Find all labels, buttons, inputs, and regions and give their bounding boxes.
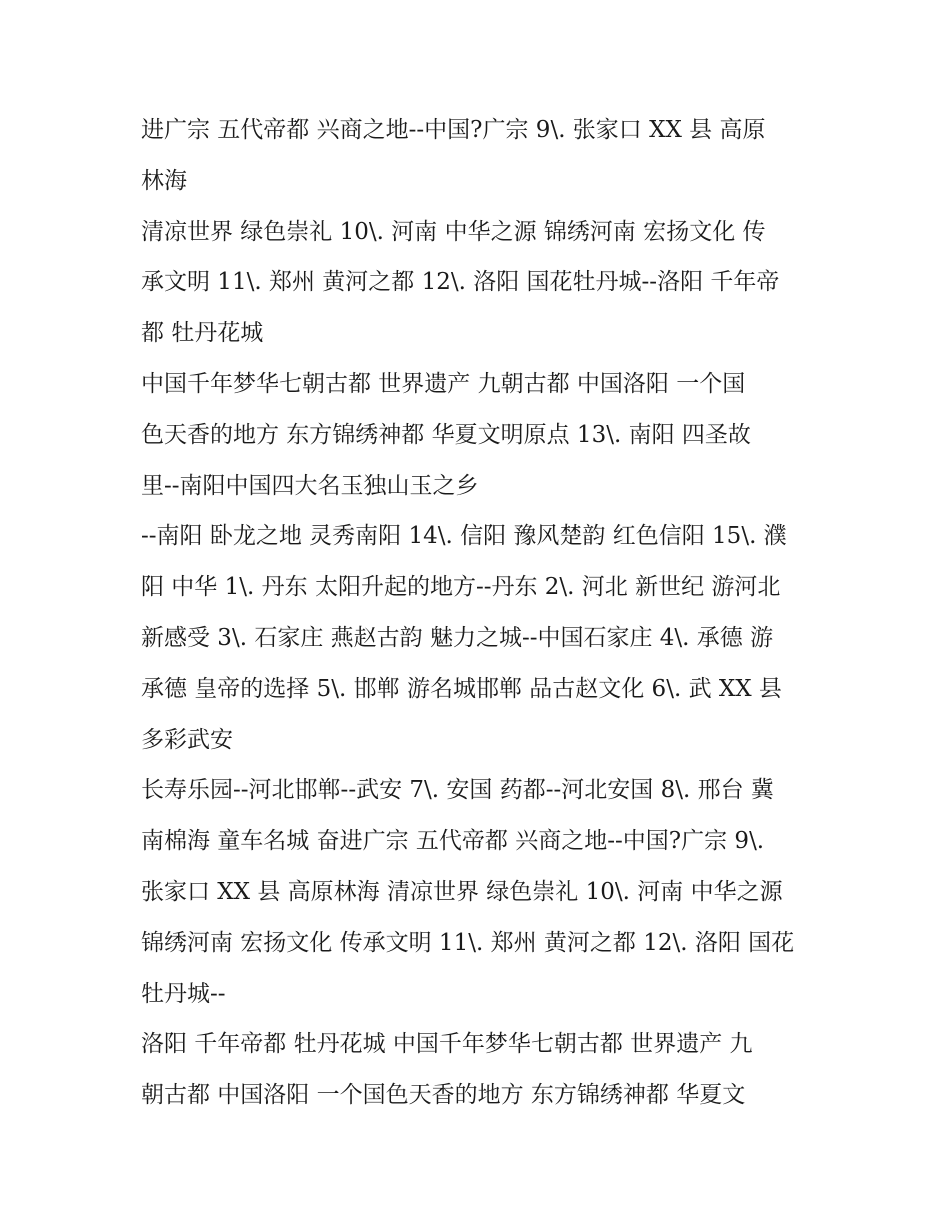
text-line: 朝古都 中国洛阳 一个国色天香的地方 东方锦绣神都 华夏文 — [141, 1082, 746, 1109]
text-line: 林海 — [141, 167, 187, 194]
text-line: 锦绣河南 宏扬文化 传承文明 11\. 郑州 黄河之都 12\. 洛阳 国花 — [141, 929, 795, 956]
text-line: 洛阳 千年帝都 牡丹花城 中国千年梦华七朝古都 世界遗产 九 — [141, 1031, 753, 1058]
text-line: 阳 中华 1\. 丹东 太阳升起的地方--丹东 2\. 河北 新世纪 游河北 — [141, 574, 781, 601]
body-text — [141, 105, 821, 1121]
text-line: 长寿乐园--河北邯郸--武安 7\. 安国 药都--河北安国 8\. 邢台 冀 — [141, 777, 774, 804]
text-line: 新感受 3\. 石家庄 燕赵古韵 魅力之城--中国石家庄 4\. 承德 游 — [141, 624, 774, 651]
text-line: 南棉海 童车名城 奋进广宗 五代帝都 兴商之地--中国?广宗 9\. — [141, 828, 765, 855]
text-line: 色天香的地方 东方锦绣神都 华夏文明原点 13\. 南阳 四圣故 — [141, 421, 751, 448]
text-line: 承文明 11\. 郑州 黄河之都 12\. 洛阳 国花牡丹城--洛阳 千年帝 — [141, 269, 780, 296]
text-line: 都 牡丹花城 — [141, 320, 264, 347]
text-line: 里--南阳中国四大名玉独山玉之乡 — [141, 472, 479, 499]
text-line: --南阳 卧龙之地 灵秀南阳 14\. 信阳 豫风楚韵 红色信阳 15\. 濮 — [141, 523, 787, 550]
text-line: 牡丹城-- — [141, 980, 226, 1007]
text-line: 张家口 XX 县 高原林海 清凉世界 绿色崇礼 10\. 河南 中华之源 — [141, 878, 783, 905]
text-line: 承德 皇帝的选择 5\. 邯郸 游名城邯郸 品古赵文化 6\. 武 XX 县 — [141, 675, 782, 702]
text-line: 进广宗 五代帝都 兴商之地--中国?广宗 9\. 张家口 XX 县 高原 — [141, 117, 766, 143]
text-line: 中国千年梦华七朝古都 世界遗产 九朝古都 中国洛阳 一个国 — [141, 370, 746, 397]
text-line: 多彩武安 — [141, 726, 233, 753]
text-line: 清凉世界 绿色崇礼 10\. 河南 中华之源 锦绣河南 宏扬文化 传 — [141, 218, 766, 245]
